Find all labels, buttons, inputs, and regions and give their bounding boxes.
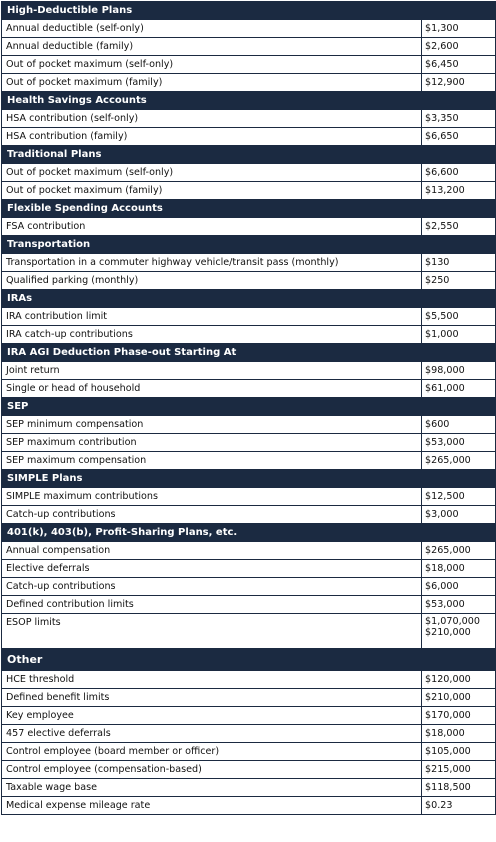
row-value: $1,070,000 [425, 616, 480, 627]
row-label: Single or head of household [2, 380, 422, 398]
table-row [2, 272, 496, 290]
table-row [2, 578, 496, 596]
row-value-secondary: $210,000 [425, 627, 471, 638]
row-label: Medical expense mileage rate [2, 797, 422, 815]
table-row [2, 326, 496, 344]
row-label: Out of pocket maximum (self-only) [2, 56, 422, 74]
row-value-cell: $1,300 [422, 20, 496, 38]
table-row [2, 308, 496, 326]
section-header-iras [2, 290, 496, 308]
row-value-cell: $265,000 [422, 542, 496, 560]
row-label: Elective deferrals [2, 560, 422, 578]
section-title: Flexible Spending Accounts [2, 200, 496, 218]
section-header-transportation [2, 236, 496, 254]
row-value-cell: $215,000 [422, 761, 496, 779]
table-row [2, 128, 496, 146]
row-value-cell: $61,000 [422, 380, 496, 398]
row-label: Catch-up contributions [2, 506, 422, 524]
row-value-cell: $0.23 [422, 797, 496, 815]
row-value-cell: $250 [422, 272, 496, 290]
table-row [2, 488, 496, 506]
table-row [2, 434, 496, 452]
row-label: Key employee [2, 707, 422, 725]
row-label: SEP minimum compensation [2, 416, 422, 434]
section-header-flexible-spending-accounts [2, 200, 496, 218]
table-row [2, 380, 496, 398]
table-row [2, 452, 496, 470]
table-row [2, 110, 496, 128]
table-row [2, 74, 496, 92]
row-label: Catch-up contributions [2, 578, 422, 596]
row-value-cell: $265,000 [422, 452, 496, 470]
row-value-cell: $3,000 [422, 506, 496, 524]
row-value-cell: $1,000 [422, 326, 496, 344]
row-value-cell: $3,350 [422, 110, 496, 128]
row-value-cell [422, 614, 496, 649]
row-label: SIMPLE maximum contributions [2, 488, 422, 506]
table-row [2, 542, 496, 560]
table-row [2, 743, 496, 761]
contribution-limits-table [1, 1, 496, 815]
row-label: Annual deductible (family) [2, 38, 422, 56]
row-value-cell: $210,000 [422, 689, 496, 707]
section-title: 401(k), 403(b), Profit-Sharing Plans, etc. [2, 524, 496, 542]
row-label: 457 elective deferrals [2, 725, 422, 743]
row-label: Taxable wage base [2, 779, 422, 797]
table-row [2, 416, 496, 434]
row-label: Out of pocket maximum (self-only) [2, 164, 422, 182]
table-row [2, 182, 496, 200]
row-value-cell: $13,200 [422, 182, 496, 200]
table-row [2, 779, 496, 797]
row-label: SEP maximum contribution [2, 434, 422, 452]
row-label: Annual deductible (self-only) [2, 20, 422, 38]
section-title: Transportation [2, 236, 496, 254]
row-value-cell: $53,000 [422, 434, 496, 452]
section-header-sep [2, 398, 496, 416]
row-label: Out of pocket maximum (family) [2, 182, 422, 200]
row-label: IRA contribution limit [2, 308, 422, 326]
section-title: High-Deductible Plans [2, 2, 496, 20]
row-label: Defined benefit limits [2, 689, 422, 707]
table-row [2, 362, 496, 380]
row-label: HCE threshold [2, 671, 422, 689]
row-value-cell: $6,600 [422, 164, 496, 182]
section-header-traditional-plans [2, 146, 496, 164]
table-row [2, 671, 496, 689]
table-row [2, 596, 496, 614]
row-value-cell: $2,550 [422, 218, 496, 236]
section-header-health-savings-accounts [2, 92, 496, 110]
table-row [2, 689, 496, 707]
table-row [2, 20, 496, 38]
table-row [2, 707, 496, 725]
row-label: Transportation in a commuter highway vehicle/transit pass (monthly) [2, 254, 422, 272]
table-row [2, 218, 496, 236]
row-value-cell: $170,000 [422, 707, 496, 725]
table-row [2, 725, 496, 743]
row-value-cell: $98,000 [422, 362, 496, 380]
row-label: IRA catch-up contributions [2, 326, 422, 344]
table-row [2, 254, 496, 272]
section-title: SEP [2, 398, 496, 416]
row-value-cell: $105,000 [422, 743, 496, 761]
row-value-cell: $118,500 [422, 779, 496, 797]
row-label: Joint return [2, 362, 422, 380]
section-header-simple-plans [2, 470, 496, 488]
row-value-cell: $6,650 [422, 128, 496, 146]
row-value-cell: $120,000 [422, 671, 496, 689]
row-label: Qualified parking (monthly) [2, 272, 422, 290]
row-label: FSA contribution [2, 218, 422, 236]
table-row [2, 164, 496, 182]
row-label: HSA contribution (self-only) [2, 110, 422, 128]
section-title: Health Savings Accounts [2, 92, 496, 110]
row-value-cell: $18,000 [422, 560, 496, 578]
section-title: IRAs [2, 290, 496, 308]
row-value-cell: $12,500 [422, 488, 496, 506]
table-row [2, 797, 496, 815]
table-row [2, 761, 496, 779]
table-row [2, 614, 496, 649]
section-title: Traditional Plans [2, 146, 496, 164]
row-value-cell: $12,900 [422, 74, 496, 92]
row-value-cell: $130 [422, 254, 496, 272]
table-row [2, 56, 496, 74]
table-row [2, 560, 496, 578]
row-label: Control employee (board member or officer) [2, 743, 422, 761]
row-label: HSA contribution (family) [2, 128, 422, 146]
row-value-cell: $5,500 [422, 308, 496, 326]
row-value-cell: $53,000 [422, 596, 496, 614]
row-value-cell: $6,450 [422, 56, 496, 74]
table-row [2, 506, 496, 524]
row-label: ESOP limits [2, 614, 422, 649]
section-title: IRA AGI Deduction Phase-out Starting At [2, 344, 496, 362]
section-header-401-k-403-b-profit-sharing-plans-etc [2, 524, 496, 542]
row-label: Defined contribution limits [2, 596, 422, 614]
limits-table-page [0, 1, 496, 842]
section-title: Other [2, 649, 496, 671]
section-title: SIMPLE Plans [2, 470, 496, 488]
row-label: Control employee (compensation-based) [2, 761, 422, 779]
row-value-cell: $2,600 [422, 38, 496, 56]
row-value-cell: $600 [422, 416, 496, 434]
section-header-high-deductible-plans [2, 2, 496, 20]
row-label: Annual compensation [2, 542, 422, 560]
section-header-other [2, 649, 496, 671]
row-label: SEP maximum compensation [2, 452, 422, 470]
table-row [2, 38, 496, 56]
section-header-ira-agi-deduction-phase-out-starting-at [2, 344, 496, 362]
row-value-cell: $18,000 [422, 725, 496, 743]
table-body [2, 2, 496, 815]
row-value-cell: $6,000 [422, 578, 496, 596]
row-label: Out of pocket maximum (family) [2, 74, 422, 92]
